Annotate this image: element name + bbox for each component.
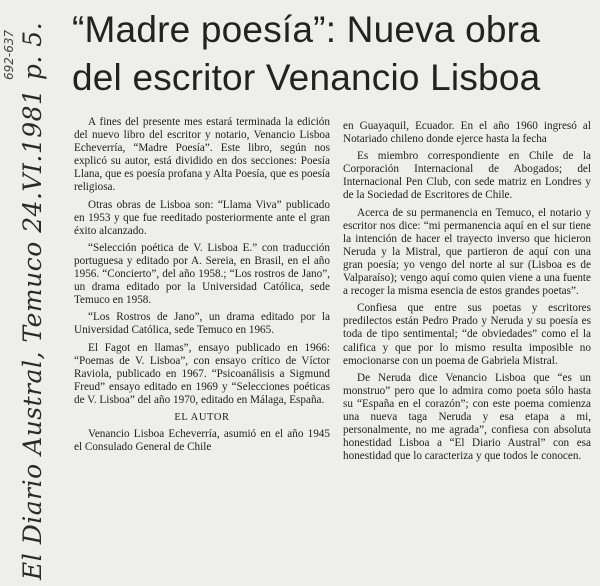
paragraph: Acerca de su permanencia en Temuco, el notario y escritor nos dice: “mi permanencia aquí en el sur tiene la intención de hacer el trayecto inverso que hicieron Neruda y la Mistral, que partieron de aquí con una gran poesía; yo vengo del norte al sur (Lisboa es de Valparaíso); vengo aquí como quien viene a una fuente a recoger la misma esencia de estos grandes poetas”.: [343, 206, 591, 298]
section-subhead: EL AUTOR: [174, 411, 230, 423]
paragraph: De Neruda dice Venancio Lisboa que “es un monstruo” pero que lo admira como poeta sólo hasta su “España en el corazón”; con este poema comienza una nueva taga Neruda y esa etapa a mi, personalmente, no me agrada”, confiesa con absoluta honestidad Lisboa a “El Diario Austral” con esa honestidad que lo caracteriza y que todos le conocen.: [343, 371, 591, 463]
handwritten-source-note: El Diario Austral, Temuco 24.VI.1981 p. 5.: [18, 21, 47, 580]
headline: [72, 6, 592, 102]
paragraph: A fines del presente mes estará terminada la edición del nuevo libro del escritor y notario, Venancio Lisboa Echeverría, “Madre Poesía”. Este libro, según nos explicó su autor, está dividido en dos secciones: Poesía Llana, que es poesía profana y Alta Poesía, que es poesía religiosa.: [74, 116, 330, 194]
paragraph: “Los Rostros de Jano”, un drama editado por la Universidad Católica, sede Temuco en 1965.: [74, 311, 330, 337]
paragraph: Otras obras de Lisboa son: “Llama Viva” publicado en 1953 y que fue reeditado posteriormente ante el gran éxito alcanzado.: [74, 198, 330, 237]
paragraph: Confiesa que entre sus poetas y escritores predilectos están Pedro Prado y Neruda y su poesía es toda de tipo sentimental; “de obviedades” como el la califica y que por lo mismo resulta imposible no emocionarse con un poema de Gabriela Mistral.: [343, 302, 591, 367]
paragraph: “Selección poética de V. Lisboa E.” con traducción portuguesa y editado por A. Sereia, en Brasil, en el año 1956. “Concierto”, del año 1958.; “Los rostros de Jano”, un drama editado por la Universidad Católica, sede Temuco en 1958.: [74, 241, 330, 307]
archive-code: 692-637: [2, 29, 16, 80]
article-column-2: [343, 120, 591, 467]
paragraph: Es miembro correspondiente en Chile de la Corporación Internacional de Abogados; del Internacional Pen Club, con sede matriz en Londres y de la Sociedad de Escritores de Chile.: [343, 150, 591, 202]
article-column-1: [74, 116, 330, 458]
paragraph: Venancio Lisboa Echeverría, asumió en el año 1945 el Consulado General de Chile: [74, 428, 330, 454]
paragraph: El Fagot en llamas”, ensayo publicado en 1966: “Poemas de V. Lisboa”, con ensayo crítico de Víctor Raviola, publicado en 1967. “Psicoanálisis a Sigmund Freud” ensayo editado en 1969 y “Selecciones poéticas de V. Lisboa” del año 1970, editado en Málaga, España.: [74, 341, 330, 406]
headline-line-1: “Madre poesía”: Nueva obra: [72, 9, 540, 50]
headline-line-2: del escritor Venancio Lisboa: [72, 57, 541, 98]
paragraph: en Guayaquil, Ecuador. En el año 1960 ingresó al Notariado chileno donde ejerce hasta la fecha: [343, 120, 591, 146]
